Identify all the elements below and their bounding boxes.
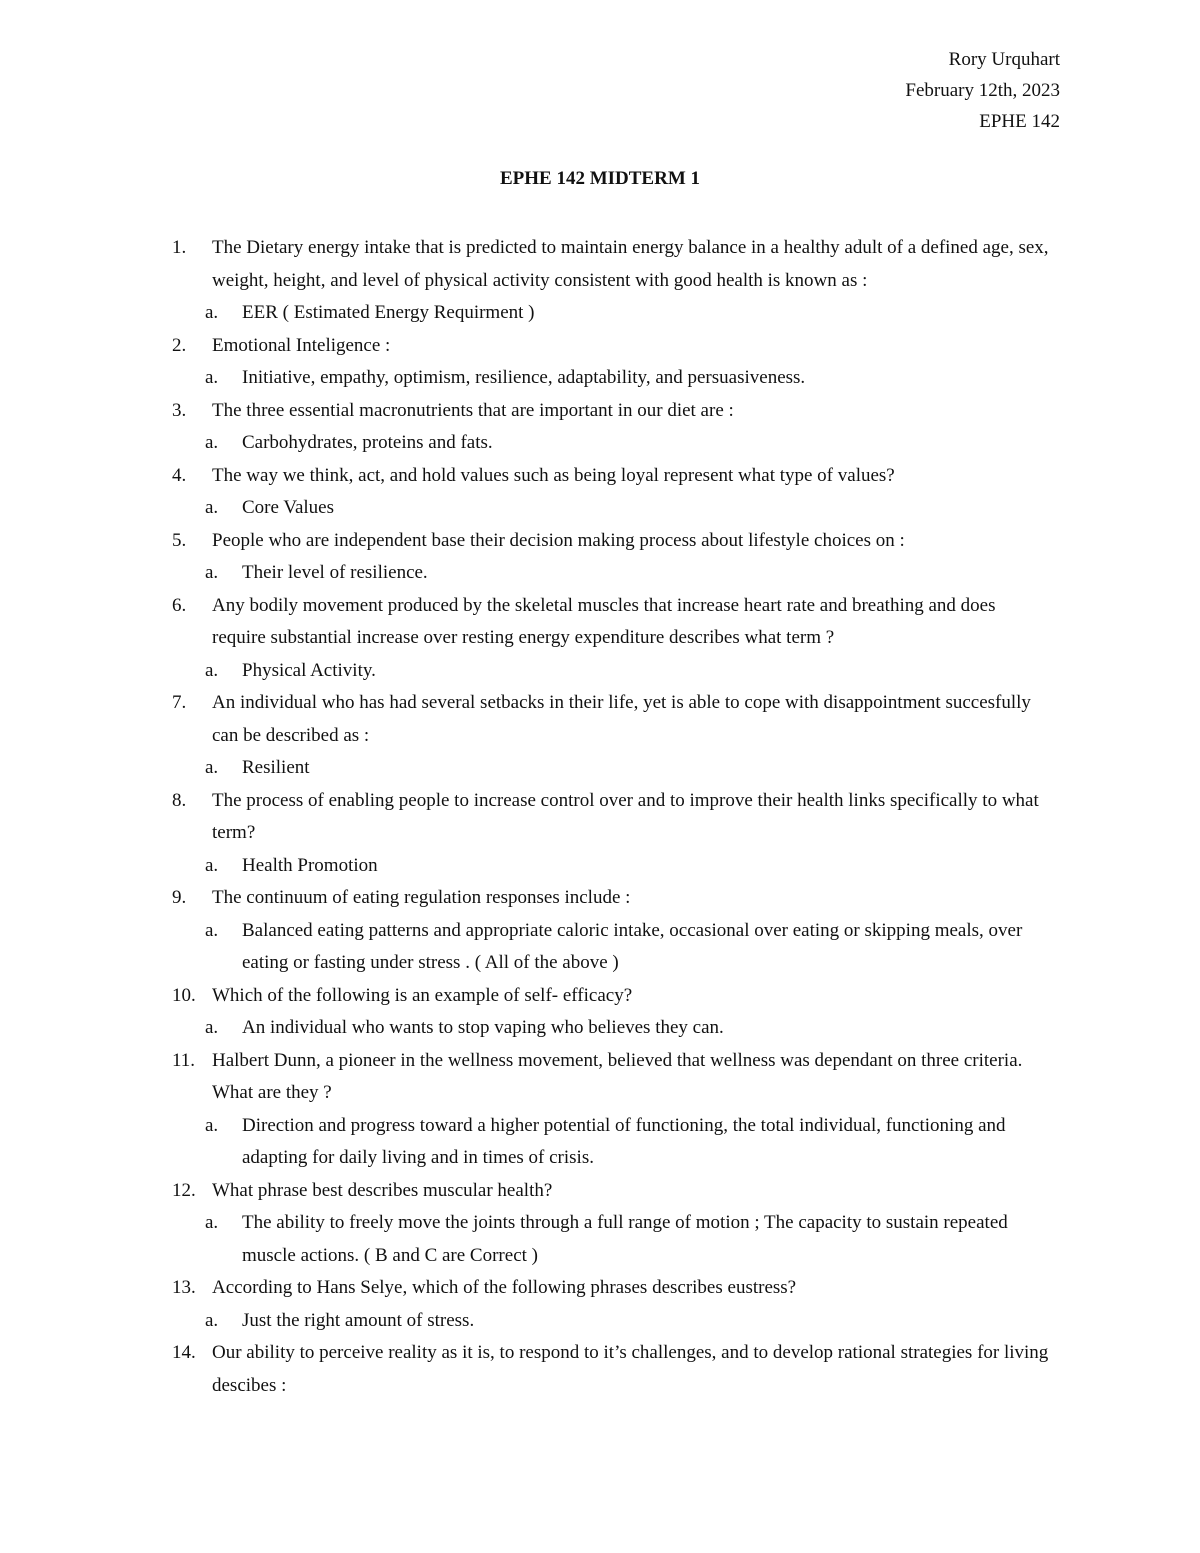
question-number: 12. [172, 1179, 196, 1201]
answer-text: An individual who wants to stop vaping who believes they can. [242, 1017, 724, 1038]
answer-item [172, 492, 1052, 525]
question-text: Emotional Inteligence : [212, 334, 391, 356]
question-text: Our ability to perceive reality as it is, to respond to it’s challenges, and to develop rational strategies for living descibes : [212, 1342, 1049, 1396]
answer-item [172, 362, 1052, 395]
question-text: The way we think, act, and hold values such as being loyal represent what type of values? [212, 464, 895, 486]
answer-item [172, 1110, 1052, 1175]
answer-letter: a. [205, 1114, 219, 1136]
question-item [172, 980, 1052, 1013]
answer-text: Just the right amount of stress. [242, 1309, 475, 1331]
question-item [172, 785, 1052, 850]
answer-text: Initiative, empathy, optimism, resilience, adaptability, and persuasiveness. [242, 367, 806, 388]
question-number: 14. [172, 1342, 196, 1363]
question-number: 1. [172, 237, 187, 258]
answer-item [172, 1207, 1052, 1272]
question-text: The three essential macronutrients that are important in our diet are : [212, 399, 734, 421]
question-number: 5. [172, 529, 187, 551]
page-title: EPHE 142 MIDTERM 1 [499, 168, 701, 189]
question-text: The process of enabling people to increase control over and to improve their health links specifically to what term? [212, 789, 1039, 843]
answer-text: EER ( Estimated Energy Requirment ) [242, 302, 535, 323]
answer-letter: a. [205, 1212, 219, 1233]
answer-item [172, 1305, 1052, 1338]
answer-letter: a. [205, 497, 219, 518]
question-item [172, 460, 1052, 493]
question-text: According to Hans Selye, which of the following phrases describes eustress? [212, 1277, 797, 1298]
answer-text: Physical Activity. [242, 659, 376, 681]
question-item [172, 687, 1052, 752]
header-block [905, 44, 1060, 137]
answer-item [172, 297, 1052, 330]
answer-letter: a. [205, 1309, 219, 1331]
answer-letter: a. [205, 432, 219, 453]
answer-item [172, 752, 1052, 785]
question-item [172, 232, 1052, 297]
question-item [172, 1337, 1052, 1402]
question-number: 3. [172, 399, 187, 421]
answer-letter: a. [205, 757, 219, 778]
answer-letter: a. [205, 919, 219, 941]
question-item [172, 395, 1052, 428]
answer-text: Resilient [242, 757, 310, 778]
answer-letter: a. [205, 1017, 219, 1038]
answer-letter: a. [205, 659, 219, 681]
question-number: 11. [172, 1049, 196, 1071]
answer-item [172, 915, 1052, 980]
answer-item [172, 557, 1052, 590]
question-text: Any bodily movement produced by the skeletal muscles that increase heart rate and breathing and does require substantial increase over resting energy expenditure describes what term ? [212, 594, 996, 648]
answer-item [172, 1012, 1052, 1045]
answer-text: Direction and progress toward a higher potential of functioning, the total individual, functioning and adapting for daily living and in times of crisis. [242, 1114, 1006, 1168]
date: February 12th, 2023 [905, 80, 1060, 101]
question-item [172, 590, 1052, 655]
answer-item [172, 655, 1052, 688]
question-text: The Dietary energy intake that is predicted to maintain energy balance in a healthy adult of a defined age, sex, weight, height, and level of physical activity consistent with good health is known as : [212, 237, 1049, 291]
question-text: The continuum of eating regulation responses include : [212, 887, 631, 908]
question-number: 2. [172, 334, 187, 356]
answer-text: The ability to freely move the joints through a full range of motion ; The capacity to sustain repeated muscle actions. ( B and C are Correct ) [242, 1212, 1008, 1266]
question-item [172, 525, 1052, 558]
question-number: 4. [172, 464, 187, 486]
question-item [172, 1272, 1052, 1305]
course-code: EPHE 142 [979, 111, 1060, 132]
answer-text: Their level of resilience. [242, 562, 428, 583]
question-item [172, 882, 1052, 915]
answer-text: Carbohydrates, proteins and fats. [242, 432, 493, 453]
answer-text: Health Promotion [242, 854, 378, 876]
answer-letter: a. [205, 367, 219, 388]
question-number: 6. [172, 594, 187, 616]
question-list [172, 232, 1052, 1402]
question-item [172, 1045, 1052, 1110]
answer-letter: a. [205, 302, 219, 323]
question-text: Halbert Dunn, a pioneer in the wellness movement, believed that wellness was dependant on three criteria. What are they ? [212, 1049, 1023, 1103]
question-text: People who are independent base their decision making process about lifestyle choices on : [212, 529, 905, 551]
answer-item [172, 427, 1052, 460]
answer-letter: a. [205, 562, 219, 583]
author-name: Rory Urquhart [948, 49, 1060, 70]
question-number: 7. [172, 692, 187, 713]
question-number: 13. [172, 1277, 196, 1298]
question-text: An individual who has had several setbacks in their life, yet is able to cope with disappointment succesfully can be described as : [212, 692, 1031, 746]
answer-letter: a. [205, 854, 219, 876]
answer-text: Core Values [242, 497, 334, 518]
answer-item [172, 850, 1052, 883]
question-text: Which of the following is an example of self- efficacy? [212, 984, 633, 1006]
question-number: 8. [172, 789, 187, 811]
question-item [172, 1175, 1052, 1208]
question-number: 10. [172, 984, 196, 1006]
question-item [172, 330, 1052, 363]
question-number: 9. [172, 887, 187, 908]
question-text: What phrase best describes muscular health? [212, 1179, 553, 1201]
answer-text: Balanced eating patterns and appropriate caloric intake, occasional over eating or skipping meals, over eating or fasting under stress . ( All of the above ) [242, 919, 1023, 973]
